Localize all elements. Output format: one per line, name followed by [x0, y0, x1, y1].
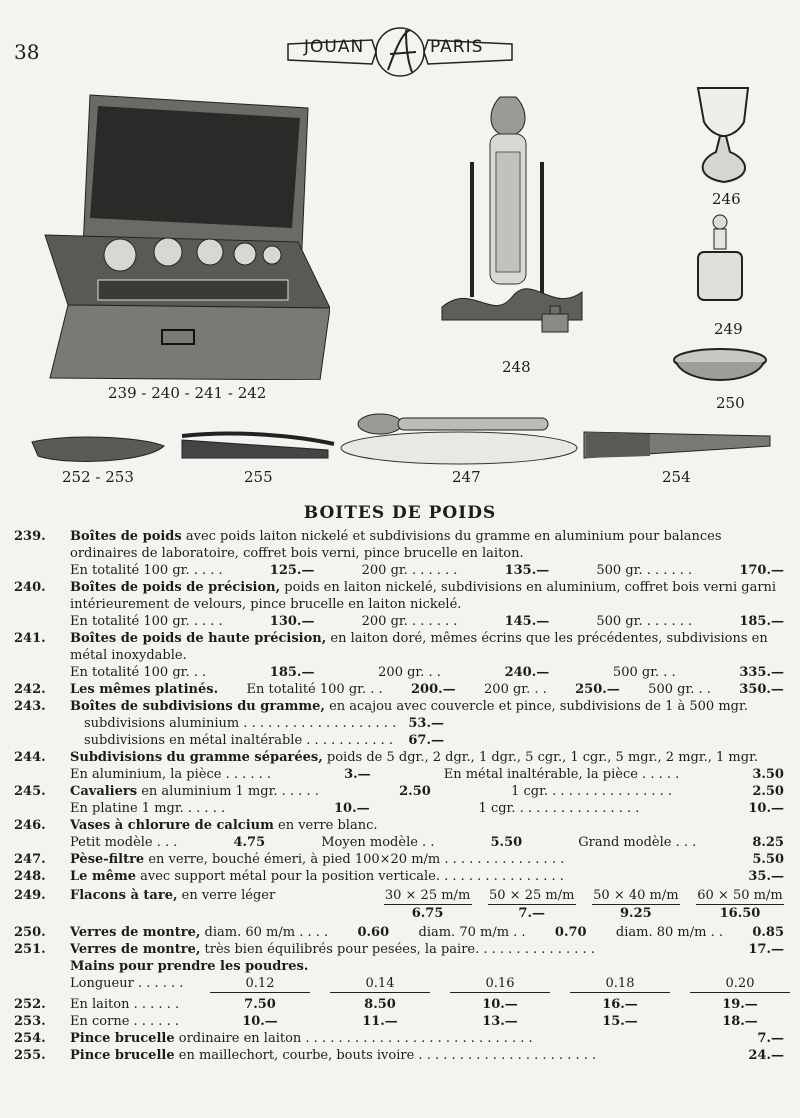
item-description: en verre blanc.: [278, 818, 378, 833]
item-description: en aluminium 1 mgr. . . . . .: [141, 784, 319, 799]
price-value: 17.—: [748, 942, 784, 957]
price-value: 185.—: [739, 614, 784, 629]
list-item-241: [14, 630, 784, 681]
item-description: très bien équilibrés pour pesées, la paire. . . . . . . . . . . . . . .: [204, 942, 595, 957]
price-label: 1 cgr. . . . . . . . . . . . . . . .: [511, 784, 673, 799]
list-item-242: [14, 681, 784, 698]
tare-price: 16.50: [719, 906, 761, 921]
list-item-240: [14, 579, 784, 630]
list-item-243: [14, 698, 784, 749]
material-label: En laiton . . . . . .: [70, 997, 180, 1012]
subdivision-list: [70, 715, 444, 749]
price-label: 200 gr. . .: [484, 682, 547, 697]
spatula-pince-illustration: [580, 424, 775, 466]
item-title: Subdivisions du gramme séparées,: [70, 750, 323, 765]
price-value: 35.—: [748, 869, 784, 884]
powder-tray-illustration: [28, 432, 168, 468]
price-label: 500 gr. . . . . . .: [596, 563, 693, 578]
item-number: 244.: [14, 750, 46, 765]
tare-size-col: [696, 887, 784, 922]
price-value: 18.—: [722, 1014, 758, 1029]
tare-size: 50 × 25 m/m: [489, 888, 575, 903]
price-row: [70, 834, 784, 851]
price-value: 0.85: [752, 925, 784, 940]
price-label: 1 cgr. . . . . . . . . . . . . . . .: [478, 801, 640, 816]
caption-tray: 252 - 253: [62, 468, 134, 486]
list-item-mains: [14, 958, 784, 993]
price-label: diam. 70 m/m . .: [418, 925, 526, 940]
price-value: 2.50: [752, 784, 784, 799]
tare-price: 9.25: [620, 906, 652, 921]
weight-box-illustration: [40, 90, 330, 380]
caption-vase: 246: [712, 190, 741, 208]
price-value: 145.—: [504, 614, 550, 629]
item-description: poids en laiton nickelé, subdivisions en aluminium, coffret bois verni garni intérieurement de velours, pince brucelle en laiton nickelé.: [70, 580, 777, 612]
length-value: 0.20: [690, 975, 790, 993]
price-value: 7.—: [757, 1031, 784, 1046]
item-number: 240.: [14, 580, 46, 595]
tare-size-col: [488, 887, 576, 922]
list-item-253: [14, 1013, 784, 1030]
sub-price: 67.—: [408, 733, 444, 748]
item-number: 249.: [14, 888, 46, 903]
price-label: 500 gr. . . . . . .: [596, 614, 693, 629]
caption-filter: 248: [502, 358, 531, 376]
sub-label: subdivisions aluminium . . . . . . . . . . . . . . . . . . .: [84, 716, 397, 731]
caption-pince: 254: [662, 468, 691, 486]
price-value: 15.—: [602, 1014, 638, 1029]
item-title: Vases à chlorure de calcium: [70, 818, 274, 833]
list-item-239: [14, 528, 784, 579]
price-label: En totalité 100 gr. . .: [246, 682, 383, 697]
price-value: 125.—: [269, 563, 315, 578]
item-title: Mains pour prendre les poudres.: [70, 959, 309, 974]
price-row: [70, 562, 784, 579]
item-number: 254.: [14, 1031, 46, 1046]
price-label: En totalité 100 gr. . .: [70, 665, 207, 680]
length-value: 0.16: [450, 975, 550, 993]
item-number: 250.: [14, 925, 46, 940]
item-title: Verres de montre,: [70, 925, 201, 940]
item-title: Boîtes de subdivisions du gramme,: [70, 699, 325, 714]
price-value: 16.—: [602, 997, 638, 1012]
price-label: diam. 80 m/m . .: [615, 925, 723, 940]
price-value: 240.—: [504, 665, 550, 680]
list-item-245: [14, 783, 784, 817]
price-label: En métal inaltérable, la pièce . . . . .: [443, 767, 680, 782]
list-item-249: [14, 887, 784, 922]
item-number: 251.: [14, 942, 46, 957]
price-value: 0.70: [554, 925, 587, 940]
price-label: 200 gr. . .: [378, 665, 441, 680]
price-value: 200.—: [410, 682, 456, 697]
price-label: 500 gr. . .: [648, 682, 711, 697]
caption-tweezer: 255: [244, 468, 273, 486]
price-label: En platine 1 mgr. . . . . .: [70, 801, 226, 816]
item-description: avec poids laiton nickelé et subdivisions du gramme en aluminium pour balances ordinaires de laboratoire, coffret bois verni, pince brucelle en laiton.: [70, 529, 722, 561]
item-number: 255.: [14, 1048, 46, 1063]
price-value: 10.—: [242, 1014, 278, 1029]
price-value: 170.—: [739, 563, 784, 578]
brand-logo: [280, 22, 520, 82]
price-value: 10.—: [482, 997, 518, 1012]
sub-price: 53.—: [408, 716, 444, 731]
list-item-244: [14, 749, 784, 783]
item-description: en laiton doré, mêmes écrins que les précédentes, subdivisions en métal inoxydable.: [70, 631, 768, 663]
length-label: Longueur . . . . . .: [70, 976, 184, 991]
price-value: 130.—: [269, 614, 315, 629]
list-item-255: [14, 1047, 784, 1064]
item-number: 242.: [14, 682, 46, 697]
section-title: BOITES DE POIDS: [303, 503, 497, 523]
price-value: 5.50: [752, 852, 784, 867]
item-number: 241.: [14, 631, 46, 646]
price-value: 13.—: [482, 1014, 518, 1029]
price-row: [70, 613, 784, 630]
length-value: 0.18: [570, 975, 670, 993]
price-value: 135.—: [504, 563, 550, 578]
price-label: Petit modèle . . .: [70, 835, 178, 850]
item-description: poids de 5 dgr., 2 dgr., 1 dgr., 5 cgr., 1 cgr., 5 mgr., 2 mgr., 1 mgr.: [326, 750, 758, 765]
price-value: 8.50: [364, 997, 396, 1012]
tare-price: 7.—: [518, 906, 545, 921]
item-title: Boîtes de poids de précision,: [70, 580, 281, 595]
price-label: En totalité 100 gr. . . . .: [70, 563, 223, 578]
item-number: 243.: [14, 699, 46, 714]
sub-label: subdivisions en métal inaltérable . . . . . . . . . . .: [84, 733, 394, 748]
item-description: ordinaire en laiton . . . . . . . . . . . . . . . . . . . . . . . . . . . .: [178, 1031, 533, 1046]
item-title: Les mêmes platinés.: [70, 682, 219, 697]
filter-holder-illustration: [340, 404, 578, 466]
list-item-246: [14, 817, 784, 851]
list-item-250: [14, 924, 784, 941]
item-number: 246.: [14, 818, 46, 833]
watch-glass-illustration: [670, 346, 770, 388]
price-row: [70, 664, 784, 681]
list-item-251: [14, 941, 784, 958]
length-value: 0.14: [330, 975, 430, 993]
price-value: 7.50: [244, 997, 276, 1012]
item-description: en verre léger: [181, 888, 276, 903]
tare-size-col: [384, 887, 472, 922]
price-value: 3.—: [344, 767, 371, 782]
price-label: 200 gr. . . . . . .: [361, 563, 458, 578]
item-title: Boîtes de poids: [70, 529, 182, 544]
price-value: 350.—: [739, 682, 784, 697]
list-item-248: [14, 868, 784, 885]
price-label: Moyen modèle . .: [321, 835, 435, 850]
filter-stand-illustration: [432, 92, 592, 352]
list-item-247: [14, 851, 784, 868]
item-number: 252.: [14, 997, 46, 1012]
item-description: en verre, bouché émeri, à pied 100×20 m/m . . . . . . . . . . . . . . .: [148, 852, 565, 867]
caption-dish: 250: [716, 394, 745, 412]
tare-flask-illustration: [690, 212, 750, 312]
price-value: 250.—: [575, 682, 620, 697]
price-label: Grand modèle . . .: [578, 835, 697, 850]
length-value: 0.12: [210, 975, 310, 993]
price-label: 200 gr. . . . . . .: [361, 614, 458, 629]
item-title: Cavaliers: [70, 784, 138, 799]
tare-size: 50 × 40 m/m: [593, 888, 679, 903]
item-title: Le même: [70, 869, 136, 884]
calcium-vase-illustration: [690, 82, 760, 190]
item-number: 239.: [14, 529, 46, 544]
item-title: Boîtes de poids de haute précision,: [70, 631, 327, 646]
price-label: En aluminium, la pièce . . . . . .: [70, 767, 272, 782]
price-label: 500 gr. . .: [612, 665, 676, 680]
item-title: Verres de montre,: [70, 942, 201, 957]
item-title: Pèse-filtre: [70, 852, 145, 867]
price-value: 185.—: [269, 665, 315, 680]
price-value: 10.—: [748, 801, 784, 816]
tare-price: 6.75: [411, 906, 444, 921]
price-list: [14, 528, 784, 1064]
list-item-254: [14, 1030, 784, 1047]
price-label: En totalité 100 gr. . . . .: [70, 614, 223, 629]
brand-name-left: JOUAN: [304, 37, 365, 57]
item-number: 245.: [14, 784, 46, 799]
price-value: 5.50: [490, 835, 523, 850]
price-value: 2.50: [399, 784, 431, 799]
price-value: 10.—: [334, 801, 370, 816]
price-value: 0.60: [357, 925, 390, 940]
item-number: 253.: [14, 1014, 46, 1029]
price-row: [70, 766, 784, 783]
tare-size: 60 × 50 m/m: [697, 888, 783, 903]
material-label: En corne . . . . . .: [70, 1014, 179, 1029]
item-number: 248.: [14, 869, 46, 884]
tare-size-col: [592, 887, 680, 922]
item-description: en maillechort, courbe, bouts ivoire . . . . . . . . . . . . . . . . . . . . . .: [178, 1048, 597, 1063]
curved-tweezer-illustration: [178, 430, 338, 466]
tare-size: 30 × 25 m/m: [384, 888, 471, 903]
page-number: 38: [14, 40, 40, 64]
caption-flask: 249: [714, 320, 743, 338]
brand-name-right: PARIS: [430, 37, 484, 57]
item-title: Pince brucelle: [70, 1048, 175, 1063]
item-number: 247.: [14, 852, 46, 867]
price-value: 24.—: [748, 1048, 784, 1063]
item-title: Flacons à tare,: [70, 888, 178, 903]
item-description: en acajou avec couvercle et pince, subdivisions de 1 à 500 mgr.: [329, 699, 748, 714]
price-value: 19.—: [722, 997, 758, 1012]
price-value: 4.75: [233, 835, 266, 850]
list-item-252: [14, 996, 784, 1013]
caption-box: 239 - 240 - 241 - 242: [108, 384, 267, 402]
price-value: 8.25: [752, 835, 784, 850]
item-description: diam. 60 m/m . . . .: [204, 925, 329, 940]
item-description: avec support métal pour la position verticale. . . . . . . . . . . . . . . .: [140, 869, 564, 884]
price-value: 3.50: [752, 767, 784, 782]
price-value: 335.—: [739, 665, 784, 680]
item-title: Pince brucelle: [70, 1031, 175, 1046]
price-value: 11.—: [362, 1014, 398, 1029]
caption-holder: 247: [452, 468, 481, 486]
